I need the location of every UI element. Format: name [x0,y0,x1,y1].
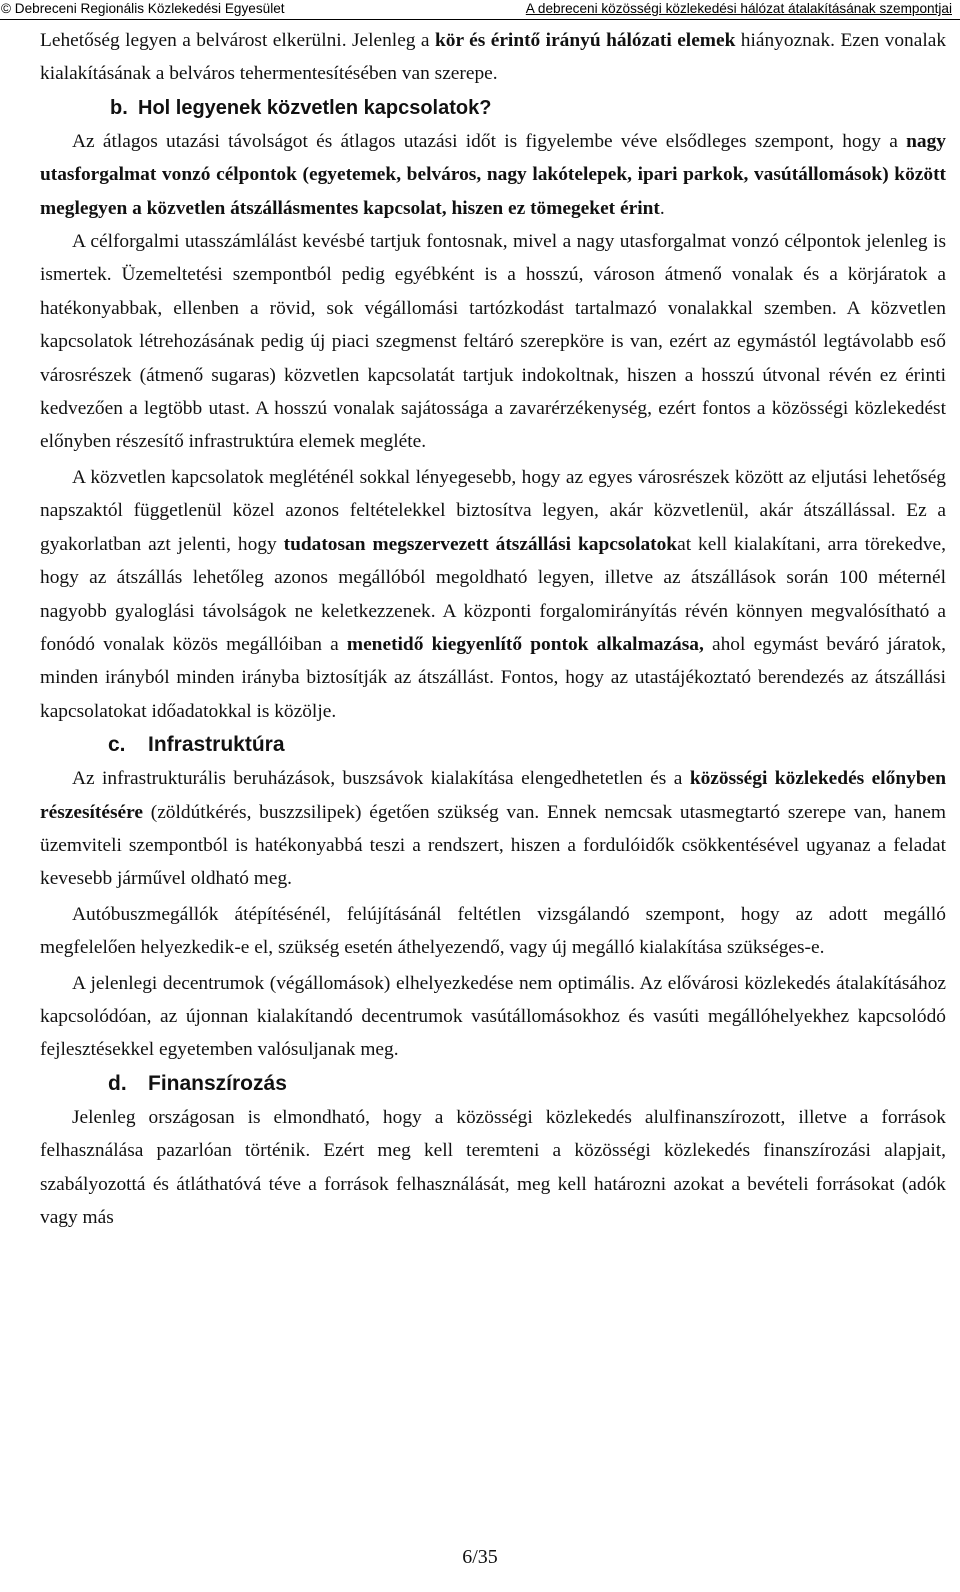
page-number: 6/35 [462,1546,498,1568]
text: ahol egymást beváró járatok, minden irányból minden irányba biztosítják az átszállást. Fontos, hogy az utastájékoztató berendezés az átszállási kapcsolatokat időadatokkal is közölje. [40,633,946,722]
section-number: b. [110,96,128,119]
paragraph-direct-connections [40,125,946,225]
section-number: d. [108,1071,127,1095]
paragraph-transfers [40,461,946,728]
text: (zöldútkérés, buszzsilipek) égetően szükség van. Ennek nemcsak utasmegtartó szerepe van, hanem üzemviteli szempontból is hatékonyabbá teszi a rendszert, hiszen a fordulóidők csökkentésével ugyanaz a feladat kevesebb járművel oldható meg. [40,801,946,890]
bold-text: kör és érintő irányú hálózati elemek [434,30,736,51]
paragraph-passenger-count: A célforgalmi utasszámlálást kevésbé tartjuk fontosnak, mivel a nagy utasforgalmat vonzó célpontok jelenleg is ismertek. Üzemeltetési szempontból pedig egyébként is a hosszú, városon átmenő vonalak és a körjáratok a hatékonyabbak, ellenben a rövid, sok végállomási tartózkodást tartalmazó vonalakkal szemben. A közvetlen kapcsolatok létrehozásának pedig új piaci szegmenst feltáró szerepköre is van, ezért az egymástól legtávolabb eső városrészek (átmenő sugaras) közvetlen kapcsolatát tartjuk indokoltnak, hiszen a hosszú útvonal révén ez érinti kedvezően a legtöbb utast. A hosszú vonalak sajátossága a zavarérzékenység, ezért fontos a közösségi közlekedést előnyben részesítő infrastruktúra elemek megléte. [40,231,946,453]
header-document-title: A debreceni közösségi közlekedési hálózat átalakításának szempontjai [525,1,952,16]
bold-text: közösségi közlekedés előnyben részesítésére [40,768,946,823]
section-heading-c [40,728,946,762]
bold-text: tudatosan megszervezett átszállási kapcsolatok [283,533,678,555]
section-number: c. [108,733,126,757]
text: Lehetőség legyen a belvárost elkerülni. Jelenleg a [40,30,435,51]
paragraph-infrastructure [40,762,946,896]
section-heading-d [40,1067,946,1101]
running-header [0,0,960,20]
paragraph-ring-routes [40,24,946,91]
text: . [659,197,665,219]
text: hiányoznak. Ezen vonalak kialakításának a belváros tehermentesítésében van szerepe. [40,30,947,85]
text: at kell kialakítani, arra törekedve, hogy az átszállás lehetőleg azonos megállóból megoldható legyen, illetve az átszállások során 100 méternél nagyobb gyaloglási távolságok ne keletkezzenek. A központi forgalomirányítás révén könnyen megvalósítható a fonódó vonalak közös megállóiban a [40,533,946,655]
section-title: Infrastruktúra [148,733,285,757]
text: A közvetlen kapcsolatok megléténél sokkal lényegesebb, hogy az egyes városrészek között az eljutási lehetőség napszaktól függetlenül közel azonos feltételekkel biztosítva legyen, akár közvetlenül, akár átszállással. Ez a gyakorlatban azt jelenti, hogy [40,466,946,555]
text: Az infrastrukturális beruházások, buszsávok kialakítása elengedhetetlen és a [72,768,690,790]
text: Az átlagos utazási távolságot és átlagos utazási időt is figyelembe véve elsődleges szempont, hogy a [72,130,907,152]
bold-text: nagy utasforgalmat vonzó célpontok (egyetemek, belváros, nagy lakótelepek, ipari parkok, vasútállomások) között meglegyen a közvetlen átszállásmentes kapcsolat, hiszen ez tömegeket érint [40,130,946,219]
paragraph-financing: Jelenleg országosan is elmondható, hogy a közösségi közlekedés alulfinanszírozott, illetve a források felhasználása pazarlóan történik. Ezért meg kell teremteni a közösségi közlekedés finanszírozási alapjait, szabályozottá és átláthatóvá téve a források felhasználását, meg kell határozni azokat a bevételi forrásokat (adók vagy más [40,1106,946,1228]
bold-text: menetidő kiegyenlítő pontok alkalmazása, [346,633,704,655]
header-publisher: © Debreceni Regionális Közlekedési Egyesület [1,1,285,16]
page-body [40,24,946,1234]
section-heading-b [40,91,946,125]
section-title: Hol legyenek közvetlen kapcsolatok? [138,96,492,119]
section-title: Finanszírozás [148,1071,287,1095]
paragraph-bus-stops: Autóbuszmegállók átépítésénél, felújításánál feltétlen vizsgálandó szempont, hogy az adott megálló megfelelően helyezkedik-e el, szükség esetén áthelyezendő, vagy új megálló kialakítása szükséges-e. [40,903,946,959]
paragraph-decentres: A jelenlegi decentrumok (végállomások) elhelyezkedése nem optimális. Az elővárosi közlekedés átalakításához kapcsolódóan, az újonnan kialakítandó decentrumok vasútállomásokhoz és vasúti megállóhelyekhez kapcsolódó fejlesztésekkel egyetemben valósuljanak meg. [40,972,946,1061]
